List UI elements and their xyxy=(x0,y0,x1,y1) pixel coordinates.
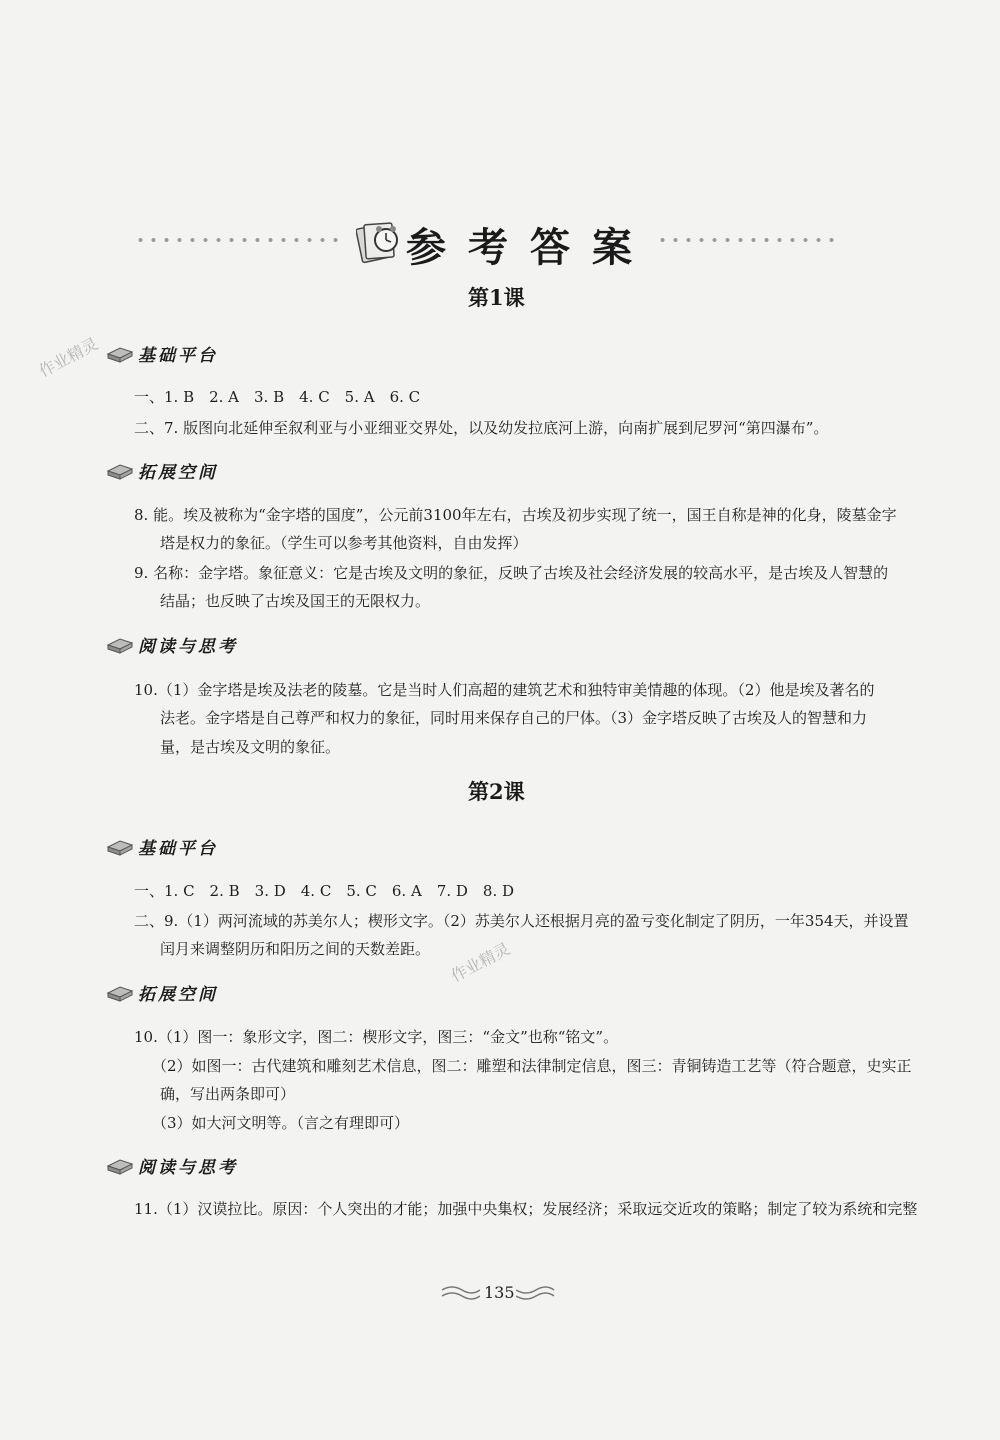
alarm-clock-book-icon xyxy=(356,218,404,264)
page-number: 135 xyxy=(484,1283,515,1302)
watermark: 作业精灵 xyxy=(447,938,514,986)
section-heading: 基础平台 xyxy=(138,346,218,366)
answer-line: 10.（1）金字塔是埃及法老的陵墓。它是当时人们高超的建筑艺术和独特审美情趣的体现。（2）他是埃及著名的 xyxy=(134,681,875,699)
book-stack-icon xyxy=(106,631,134,655)
answer-line: 一、1. C 2. B 3. D 4. C 5. C 6. A 7. D 8. D xyxy=(134,882,515,900)
answer-line: 二、9.（1）两河流域的苏美尔人；楔形文字。（2）苏美尔人还根据月亮的盈亏变化制定了阴历，一年354天，并设置 xyxy=(134,912,909,930)
answer-line: 8. 能。埃及被称为“金字塔的国度”，公元前3100年左右，古埃及初步实现了统一，国王自称是神的化身，陵墓金字 xyxy=(134,506,897,524)
book-stack-icon xyxy=(106,340,134,364)
page-ornament-right-icon xyxy=(516,1282,556,1304)
lesson-2-title: 第2课 xyxy=(468,779,525,804)
answer-line: （3）如大河文明等。（言之有理即可） xyxy=(152,1114,410,1132)
book-stack-icon xyxy=(106,457,134,481)
lesson-1-title: 第1课 xyxy=(468,285,525,310)
answer-line: 法老。金字塔是自己尊严和权力的象征，同时用来保存自己的尸体。（3）金字塔反映了古埃及人的智慧和力 xyxy=(160,709,868,727)
book-stack-icon xyxy=(106,1152,134,1176)
page-title: 参考答案 xyxy=(406,224,654,271)
answer-line: 量，是古埃及文明的象征。 xyxy=(160,738,341,756)
page-ornament-left-icon xyxy=(440,1282,480,1304)
section-heading: 阅读与思考 xyxy=(138,637,238,657)
answer-line: 一、1. B 2. A 3. B 4. C 5. A 6. C xyxy=(134,388,421,406)
answer-line: 11.（1）汉谟拉比。原因：个人突出的才能；加强中央集权；发展经济；采取远交近攻的策略；制定了较为系统和完整 xyxy=(134,1200,918,1218)
answer-line: 9. 名称：金字塔。象征意义：它是古埃及文明的象征，反映了古埃及社会经济发展的较高水平，是古埃及人智慧的 xyxy=(134,564,889,582)
answer-line: 塔是权力的象征。（学生可以参考其他资料，自由发挥） xyxy=(160,534,528,552)
book-stack-icon xyxy=(106,833,134,857)
section-heading: 基础平台 xyxy=(138,839,218,859)
section-heading: 阅读与思考 xyxy=(138,1158,238,1178)
answer-line: （2）如图一：古代建筑和雕刻艺术信息，图二：雕塑和法律制定信息，图三：青铜铸造工艺等（符合题意，史实正 xyxy=(152,1057,912,1075)
answer-line: 结晶；也反映了古埃及国王的无限权力。 xyxy=(160,592,431,610)
watermark: 作业精灵 xyxy=(35,333,102,381)
answer-line: 确，写出两条即可） xyxy=(160,1085,296,1103)
book-stack-icon xyxy=(106,979,134,1003)
answer-line: 10.（1）图一：象形文字，图二：楔形文字，图三：“金文”也称“铭文”。 xyxy=(134,1028,619,1046)
section-heading: 拓展空间 xyxy=(138,463,218,483)
section-heading: 拓展空间 xyxy=(138,985,218,1005)
header-dots-left xyxy=(134,238,342,242)
answer-line: 闰月来调整阴历和阳历之间的天数差距。 xyxy=(160,940,431,958)
answer-line: 二、7. 版图向北延伸至叙利亚与小亚细亚交界处，以及幼发拉底河上游，向南扩展到尼罗河“第四瀑布”。 xyxy=(134,419,829,437)
header-dots-right xyxy=(656,238,840,242)
